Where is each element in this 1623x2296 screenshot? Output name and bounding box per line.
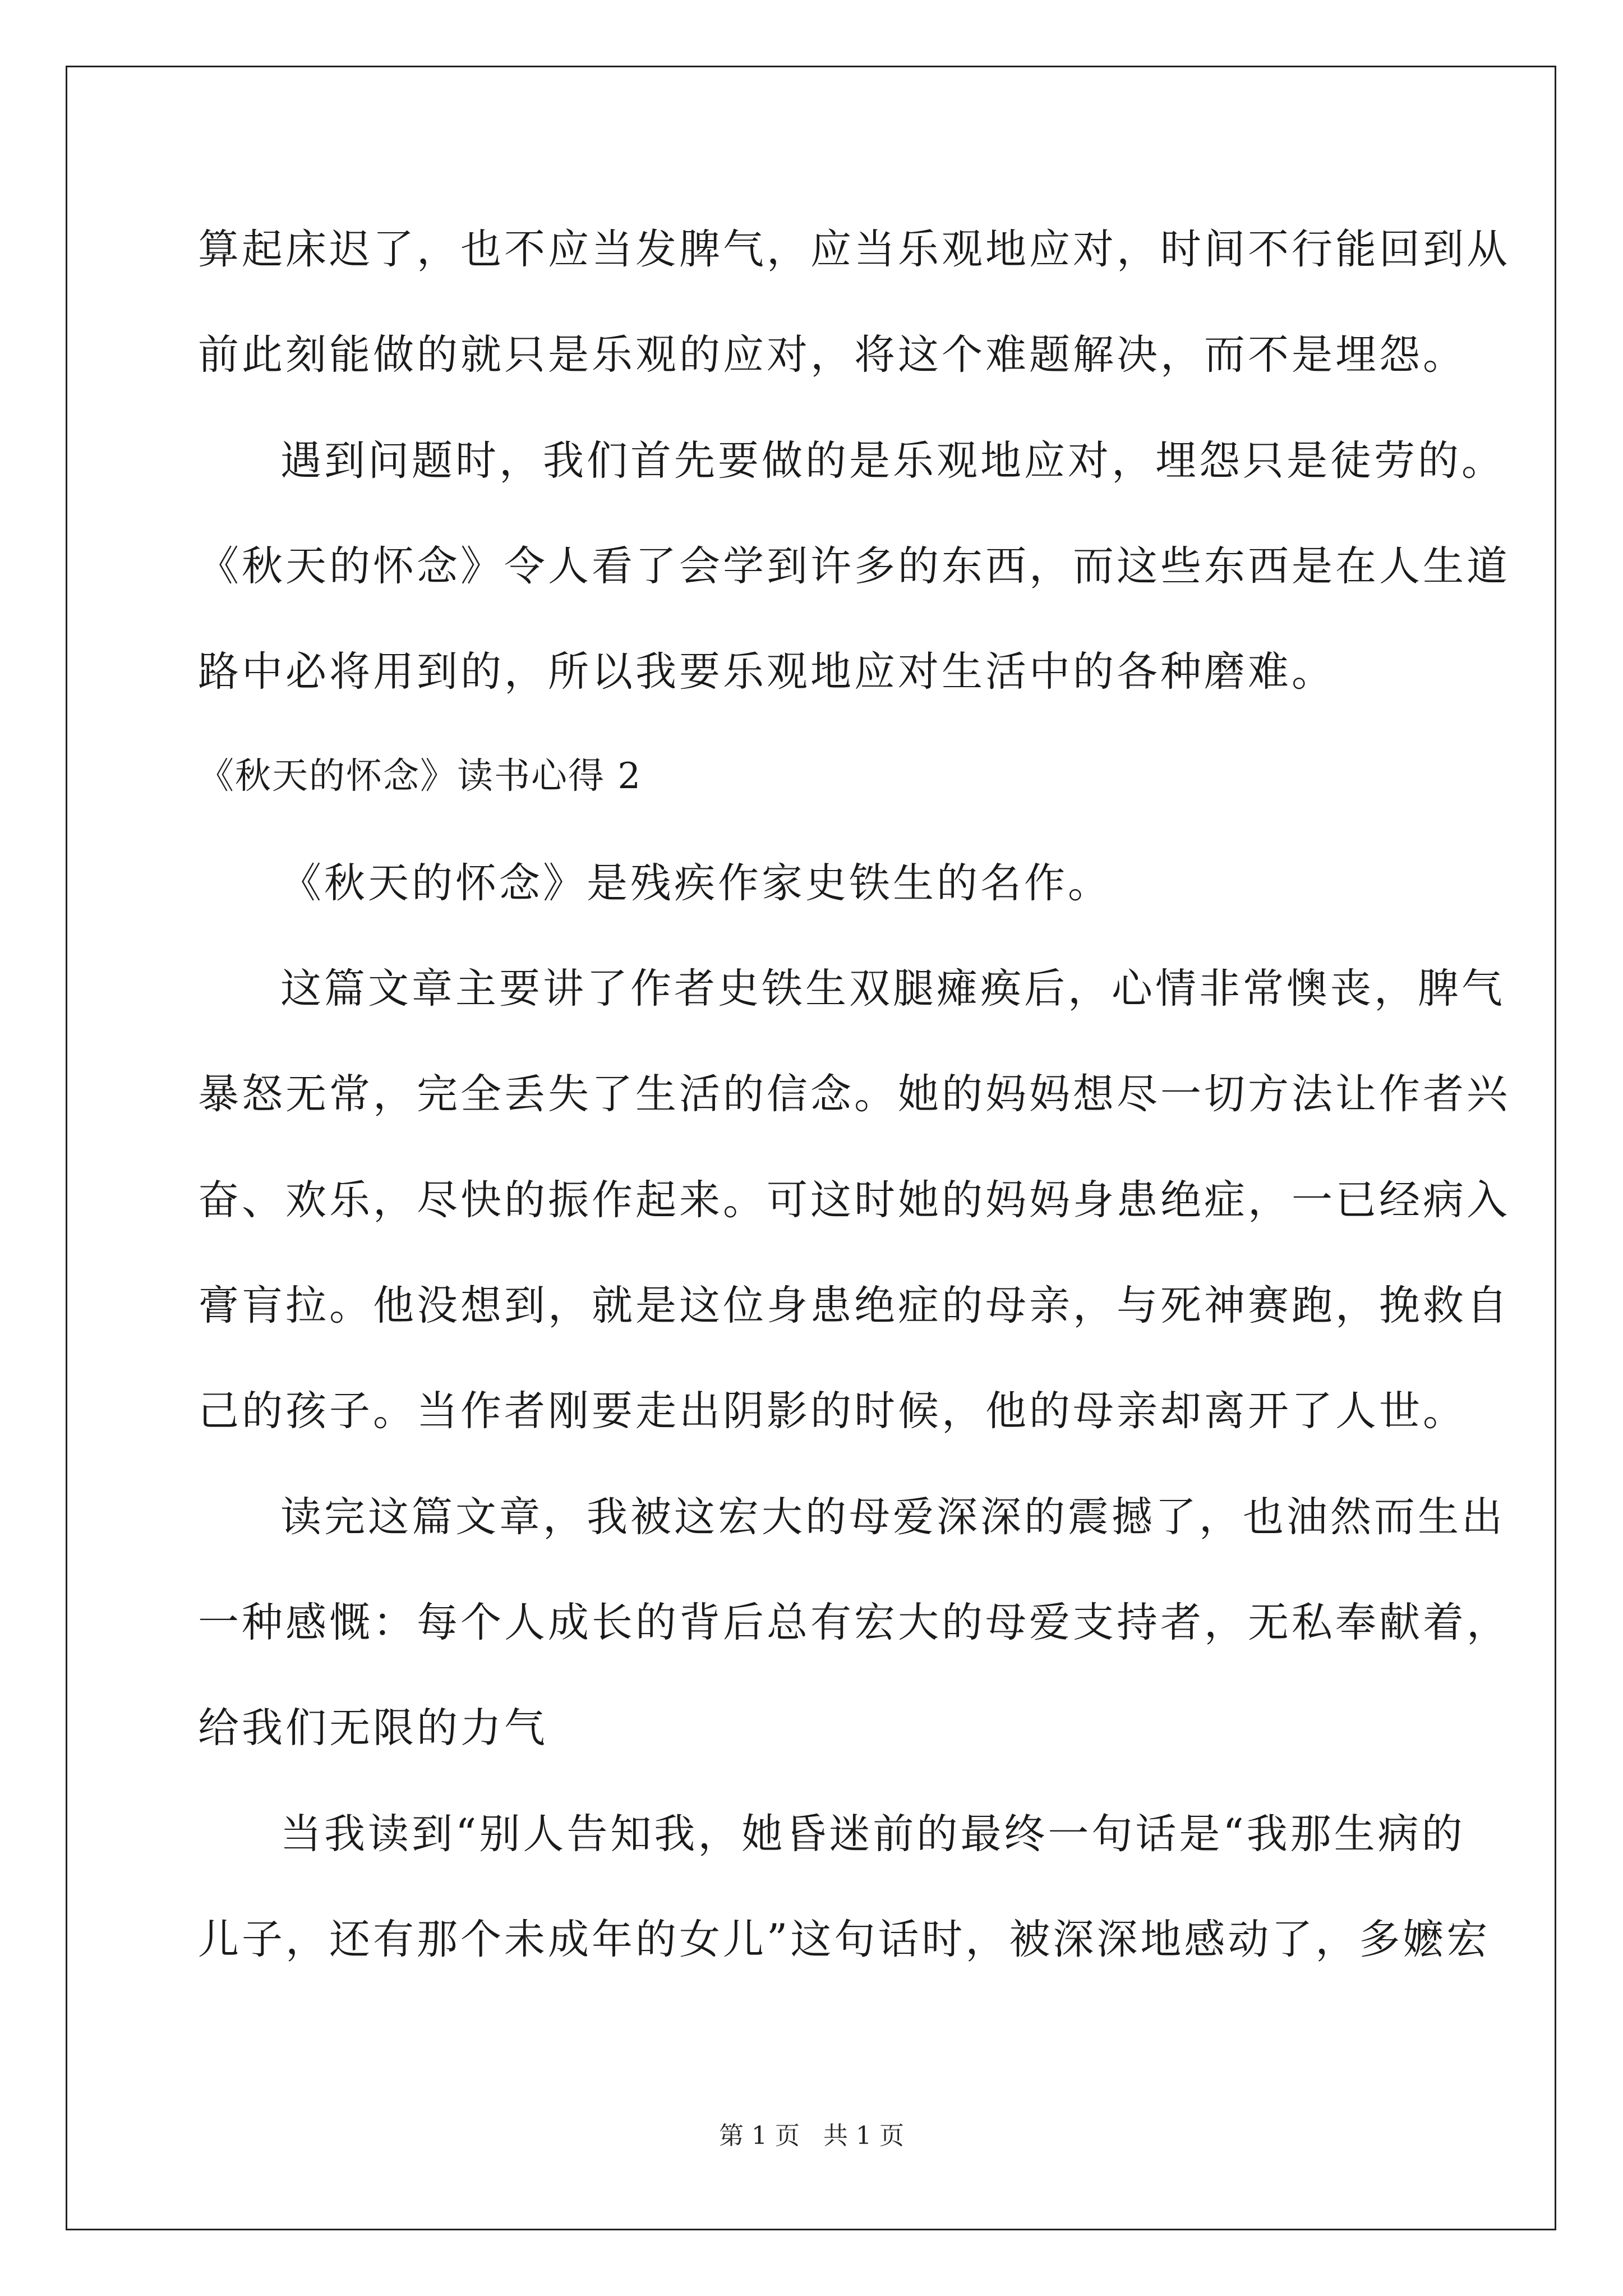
body-line: 前此刻能做的就只是乐观的应对，将这个难题解决，而不是埋怨。	[198, 331, 1467, 379]
body-line: 《秋天的怀念》令人看了会学到许多的东西，而这些东西是在人生道	[198, 542, 1510, 590]
body-line: 算起床迟了，也不应当发脾气，应当乐观地应对，时间不行能回到从	[198, 226, 1510, 273]
paragraph-first-line: 这篇文章主要讲了作者史铁生双腿瘫痪后，心情非常懊丧，脾气	[280, 965, 1505, 1013]
body-line: 膏肓拉。他没想到，就是这位身患绝症的母亲，与死神赛跑，挽救自	[198, 1282, 1510, 1329]
page-border	[66, 66, 1556, 2230]
body-line: 己的孩子。当作者刚要走出阴影的时候，他的母亲却离开了人世。	[198, 1387, 1467, 1435]
body-line: 暴怒无常，完全丢失了生活的信念。她的妈妈想尽一切方法让作者兴	[198, 1070, 1510, 1118]
paragraph-first-line: 遇到问题时，我们首先要做的是乐观地应对，埋怨只是徒劳的。	[280, 437, 1505, 485]
paragraph-first-line: 读完这篇文章，我被这宏大的母爱深深的震撼了，也油然而生出	[280, 1493, 1505, 1541]
body-line: 给我们无限的力气	[198, 1704, 548, 1752]
body-line: 儿子，还有那个未成年的女儿”这句话时，被深深地感动了，多嬷宏	[198, 1916, 1491, 1963]
paragraph-first-line: 《秋天的怀念》是残疾作家史铁生的名作。	[280, 859, 1112, 907]
body-line: 路中必将用到的，所以我要乐观地应对生活中的各种磨难。	[198, 648, 1335, 696]
section-heading: 《秋天的怀念》读书心得 2	[198, 756, 642, 797]
body-line: 奋、欢乐，尽快的振作起来。可这时她的妈妈身患绝症，一已经病入	[198, 1176, 1510, 1224]
page-number-footer: 第 1 页 共 1 页	[719, 2122, 904, 2150]
body-line: 一种感慨：每个人成长的背后总有宏大的母爱支持者，无私奉献着，	[198, 1599, 1510, 1646]
paragraph-first-line: 当我读到“别人告知我，她昏迷前的最终一句话是“我那生病的	[280, 1810, 1465, 1858]
